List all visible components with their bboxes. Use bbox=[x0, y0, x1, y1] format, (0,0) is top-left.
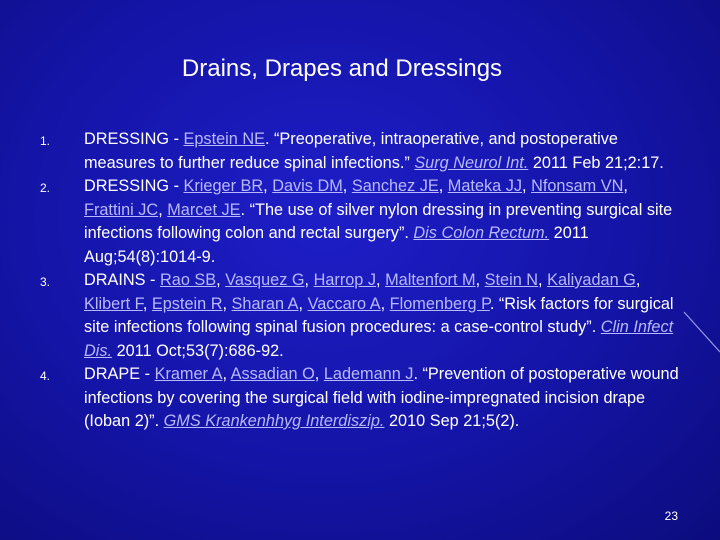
reference-text-segment: 2010 Sep 21;5(2). bbox=[384, 412, 520, 430]
reference-text-segment: . “Risk factors for surgical site infections following spinal fusion procedures: a case-control study”. bbox=[84, 294, 674, 336]
reference-text-segment: 2011 Oct;53(7):686-92. bbox=[112, 341, 284, 360]
author-link[interactable]: Kramer A bbox=[154, 365, 223, 383]
decorative-line bbox=[680, 250, 720, 360]
reference-text-segment: , bbox=[222, 365, 231, 383]
reference-text-segment: , bbox=[376, 271, 386, 289]
author-link[interactable]: Rao SB bbox=[160, 271, 217, 289]
author-link[interactable]: Marcet JE bbox=[167, 200, 241, 219]
reference-number: 1. bbox=[40, 134, 51, 148]
author-link[interactable]: Flomenberg P bbox=[389, 294, 490, 313]
reference-text-segment: DRESSING - bbox=[84, 177, 184, 195]
reference-item bbox=[40, 175, 680, 269]
reference-text bbox=[84, 130, 664, 172]
reference-text-segment: , bbox=[635, 271, 641, 289]
slide-title: Drains, Drapes and Dressings bbox=[181, 55, 503, 82]
reference-text-segment: , bbox=[342, 177, 352, 195]
reference-text-segment: 2011 Feb 21;2:17. bbox=[528, 153, 664, 172]
author-link[interactable]: Nfonsam VN bbox=[531, 177, 624, 195]
page-number: 23 bbox=[664, 509, 678, 523]
reference-text bbox=[84, 271, 674, 360]
reference-text-segment: , bbox=[438, 177, 448, 195]
author-link[interactable]: Harrop J bbox=[313, 271, 377, 289]
reference-text-segment: , bbox=[623, 177, 628, 195]
reference-text-segment: , bbox=[298, 294, 308, 313]
author-link[interactable]: Krieger BR bbox=[183, 177, 264, 195]
author-link[interactable]: Lademann J bbox=[323, 365, 414, 383]
author-link[interactable]: Kaliyadan G bbox=[547, 271, 636, 289]
reference-text-segment: , bbox=[475, 271, 485, 289]
author-link[interactable]: Mateka JJ bbox=[447, 177, 522, 195]
author-link[interactable]: Stein N bbox=[484, 271, 539, 289]
reference-number: 4. bbox=[40, 369, 51, 383]
reference-text-segment: , bbox=[304, 271, 314, 289]
author-link[interactable]: Sanchez JE bbox=[351, 177, 439, 195]
reference-item bbox=[40, 128, 680, 175]
reference-list bbox=[40, 128, 680, 434]
reference-text-segment: . “Preoperative, intraoperative, and postoperative measures to further reduce spinal infections.” bbox=[84, 130, 618, 172]
journal-link[interactable]: Surg Neurol Int. bbox=[414, 153, 529, 172]
reference-text-segment: DRAINS - bbox=[84, 271, 160, 289]
author-link[interactable]: Epstein NE bbox=[183, 130, 265, 148]
reference-text-segment: , bbox=[522, 177, 532, 195]
reference-text-segment: , bbox=[263, 177, 273, 195]
author-link[interactable]: Vaccaro A bbox=[307, 294, 381, 313]
reference-text-segment: , bbox=[222, 294, 232, 313]
reference-text-segment: , bbox=[142, 294, 152, 313]
reference-text-segment: , bbox=[380, 294, 390, 313]
reference-number: 3. bbox=[40, 275, 51, 289]
author-link[interactable]: Frattini JC bbox=[84, 200, 159, 219]
reference-text-segment: DRESSING - bbox=[84, 130, 184, 148]
reference-text-segment: , bbox=[538, 271, 548, 289]
author-link[interactable]: Epstein R bbox=[151, 294, 223, 313]
reference-text-segment: 2011 Aug;54(8):1014-9. bbox=[84, 224, 589, 266]
author-link[interactable]: Maltenfort M bbox=[385, 271, 476, 289]
reference-text-segment: , bbox=[158, 200, 168, 219]
reference-number: 2. bbox=[40, 181, 51, 195]
reference-text-segment: , bbox=[314, 365, 324, 383]
reference-text-segment: . “Prevention of postoperative wound infections by covering the surgical field with iodine-impregnated incision drape (Ioban 2)”. bbox=[84, 365, 679, 430]
reference-text bbox=[84, 365, 679, 430]
journal-link[interactable]: Clin Infect Dis. bbox=[84, 318, 674, 360]
reference-text-segment: . “The use of silver nylon dressing in preventing surgical site infections following colon and rectal surgery”. bbox=[84, 200, 673, 242]
author-link[interactable]: Vasquez G bbox=[225, 271, 305, 289]
author-link[interactable]: Assadian O bbox=[230, 365, 315, 383]
reference-item bbox=[40, 363, 680, 434]
author-link[interactable]: Sharan A bbox=[231, 294, 299, 313]
journal-link[interactable]: GMS Krankenhhyg Interdiszip. bbox=[163, 412, 385, 430]
author-link[interactable]: Davis DM bbox=[272, 177, 343, 195]
author-link[interactable]: Klibert F bbox=[84, 294, 143, 313]
journal-link[interactable]: Dis Colon Rectum. bbox=[413, 224, 550, 242]
reference-text bbox=[84, 177, 672, 266]
reference-text-segment: DRAPE - bbox=[84, 365, 155, 383]
reference-text-segment: , bbox=[216, 271, 226, 289]
reference-item bbox=[40, 269, 680, 363]
